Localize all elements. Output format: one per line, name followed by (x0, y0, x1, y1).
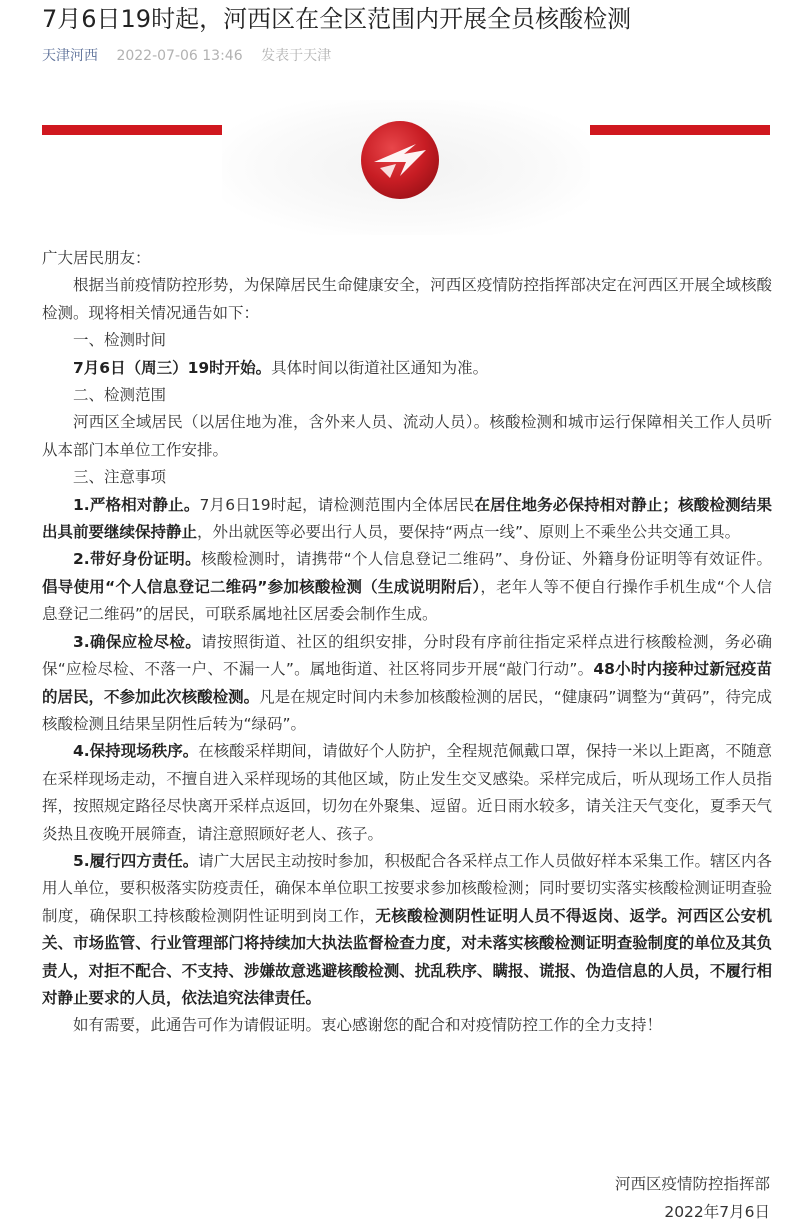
item2-title: 2.带好身份证明。 (73, 550, 201, 569)
article-body (42, 245, 772, 1040)
section2-heading: 二、检测范围 (73, 386, 167, 405)
section1-text: 具体时间以街道社区通知为准。 (271, 358, 489, 377)
section2-paragraph: 河西区全域居民（以居住地为准，含外来人员、流动人员）。核酸检测和城市运行保障相关工作人员听从本部门本单位工作安排。 (42, 413, 772, 459)
section1-heading: 一、检测时间 (73, 331, 167, 350)
item5-bold2: 无核酸检测阴性证明人员不得返岗、返学。河西区公安机关、市场监管、行业管理部门将持续加大执法监督检查力度，对未落实核酸检测证明查验制度的单位及其负责人，对拒不配合、不支持、涉嫌故意逃避核酸检测、扰乱秩序、瞒报、谎报、伪造信息的人员，不履行相对静止要求的人员，依法追究法律责任。 (42, 906, 772, 1007)
item4-paragraph (42, 738, 772, 848)
item4-text1: 在核酸采样期间，请做好个人防护，全程规范佩戴口罩，保持一米以上距离，不随意在采样现场走动，不擅自进入采样现场的其他区域，防止发生交叉感染。采样完成后，听从现场工作人员指挥，按照规定路径尽快离开采样点返回，切勿在外聚集、逗留。近日雨水较多，请关注天气变化，夏季天气炎热且夜晚开展筛查，请注意照顾好老人、孩子。 (42, 742, 772, 843)
item1-paragraph (42, 492, 772, 547)
item3-text1: 请按照街道、社区的组织安排，分时段有序前往指定采样点进行核酸检测，务必确保“应检尽检、不落一户、不漏一人”。属地街道、社区将同步开展“敲门行动”。 (42, 632, 772, 679)
item1-bold2: 在居住地务必保持相对静止；核酸检测结果出具前要继续保持静止 (42, 495, 772, 542)
item5-paragraph (42, 848, 772, 1012)
article-meta (42, 46, 345, 66)
item1-title: 1.严格相对静止。 (73, 495, 200, 514)
section3-heading: 三、注意事项 (73, 468, 167, 487)
item1-text2: ，外出就医等必要出行人员，要保持“两点一线”、原则上不乘坐公共交通工具。 (197, 523, 741, 542)
item2-text1: 核酸检测时，请携带“个人信息登记二维码”、身份证、外籍身份证明等有效证件。 (200, 550, 772, 569)
item5-title: 5.履行四方责任。 (73, 851, 199, 870)
publish-datetime: 2022-07-06 13:46 (116, 48, 243, 64)
item3-bold2: 48小时内接种过新冠疫苗的居民，不参加此次核酸检测。 (42, 660, 772, 706)
banner-right-bar (590, 125, 770, 135)
item3-title: 3.确保应检尽检。 (73, 632, 202, 651)
item4-title: 4.保持现场秩序。 (73, 742, 199, 761)
header-banner (0, 100, 800, 235)
banner-left-bar (42, 125, 222, 135)
greeting: 广大居民朋友： (42, 249, 151, 267)
item2-text2: ，老年人等不便自行操作手机生成“个人信息登记二维码”的居民，可联系属地社区居委会制作生成。 (42, 577, 772, 624)
publish-location: 发表于天津 (261, 48, 332, 64)
section1-paragraph (42, 355, 772, 382)
signature-date: 2022年7月6日 (664, 1203, 770, 1221)
account-link[interactable]: 天津河西 (42, 48, 98, 64)
item2-bold2: 倡导使用“个人信息登记二维码”参加核酸检测（生成说明附后） (42, 577, 481, 596)
item3-text2: 凡是在规定时间内未参加核酸检测的居民，“健康码”调整为“黄码”，待完成核酸检测且结果呈阴性后转为“绿码”。 (42, 687, 772, 733)
item1-text1: 7月6日19时起，请检测范围内全体居民 (199, 495, 475, 514)
section1-bold: 7月6日（周三）19时开始。 (73, 358, 272, 377)
intro-paragraph: 根据当前疫情防控形势，为保障居民生命健康安全，河西区疫情防控指挥部决定在河西区开展全域核酸检测。现将相关情况通告如下： (42, 276, 772, 322)
signature-org: 河西区疫情防控指挥部 (614, 1175, 770, 1193)
item2-paragraph (42, 546, 772, 628)
closing-paragraph: 如有需要，此通告可作为请假证明。衷心感谢您的配合和对疫情防控工作的全力支持！ (73, 1016, 663, 1035)
emblem-logo-icon (360, 120, 440, 200)
item5-text1: 请广大居民主动按时参加，积极配合各采样点工作人员做好样本采集工作。辖区内各用人单位，要积极落实防疫责任，确保本单位职工按要求参加核酸检测；同时要切实落实核酸检测证明查验制度，确保职工持核酸检测阴性证明到岗工作， (42, 851, 772, 925)
article-title: 7月6日19时起，河西区在全区范围内开展全员核酸检测 (42, 5, 632, 33)
item3-paragraph (42, 629, 772, 739)
